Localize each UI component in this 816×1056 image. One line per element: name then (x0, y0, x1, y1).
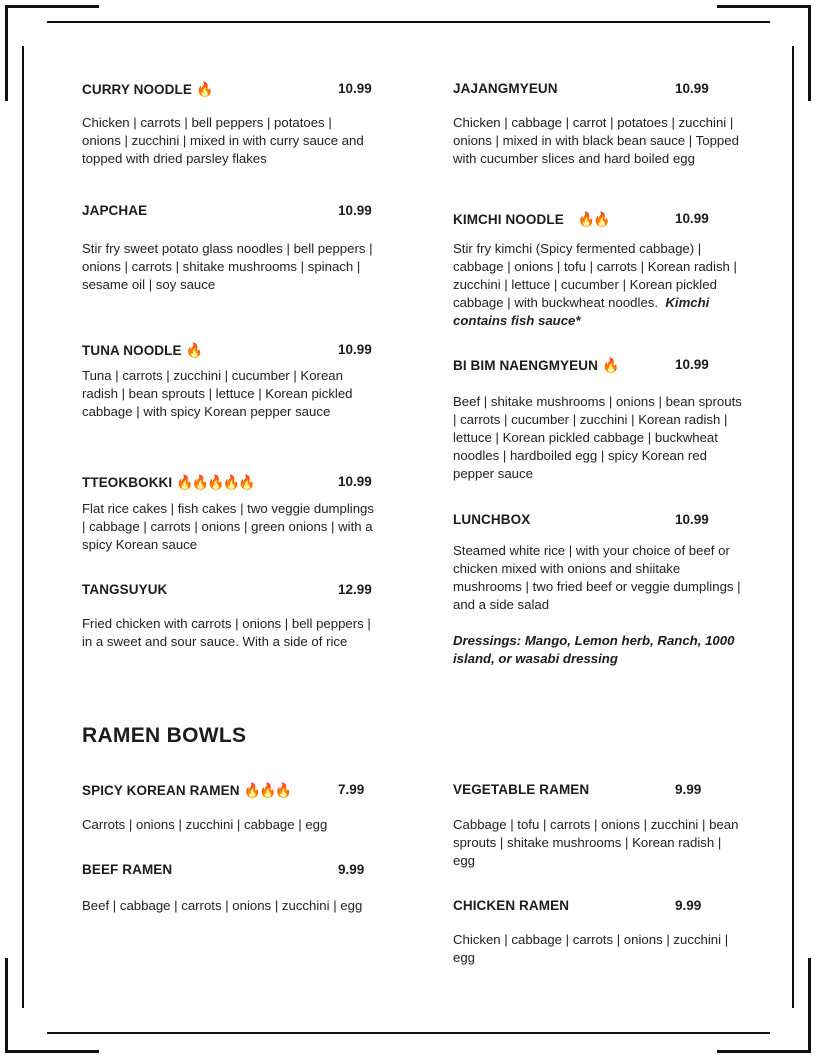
item-price: 9.99 (338, 862, 365, 877)
item-name: TTEOKBOKKI 🔥🔥🔥🔥🔥 (82, 474, 254, 490)
item-name: JAPCHAE (82, 203, 148, 218)
flame-icon: 🔥 (601, 357, 618, 373)
item-price: 10.99 (338, 203, 372, 218)
flame-icon: 🔥🔥 (577, 211, 609, 227)
item-price: 10.99 (338, 342, 372, 357)
item-price: 9.99 (675, 898, 702, 913)
menu-item (82, 342, 374, 421)
menu-item (453, 512, 745, 614)
item-description: Fried chicken with carrots | onions | bell peppers | in a sweet and sour sauce. With a side of rice (82, 616, 371, 649)
item-name: CHICKEN RAMEN (453, 898, 570, 913)
item-description: Chicken | carrots | bell peppers | potatoes | onions | zucchini | mixed in with curry sauce and topped with dried parsley flakes (82, 115, 364, 166)
menu-item (453, 81, 745, 168)
item-price: 9.99 (675, 782, 702, 797)
item-description: Flat rice cakes | fish cakes | two veggie dumplings | cabbage | carrots | onions | green onions | with a spicy Korean sauce (82, 501, 374, 552)
item-price: 10.99 (675, 81, 709, 96)
item-name: VEGETABLE RAMEN (453, 782, 590, 797)
menu-item (453, 211, 745, 330)
item-price: 10.99 (338, 81, 372, 96)
menu-item (453, 898, 745, 967)
item-name: CURRY NOODLE 🔥 (82, 81, 212, 97)
flame-icon: 🔥🔥🔥 (243, 782, 290, 798)
frame-corner-bl (5, 958, 99, 1053)
item-description: Chicken | cabbage | carrots | onions | zucchini | egg (453, 932, 729, 965)
frame-bottom-line (47, 1032, 770, 1034)
item-description: Cabbage | tofu | carrots | onions | zucchini | bean sprouts | shitake mushrooms | Korean radish | egg (453, 817, 739, 868)
menu-item (82, 203, 374, 294)
frame-corner-br (717, 958, 811, 1053)
item-description: Stir fry kimchi (Spicy fermented cabbage) | cabbage | onions | tofu | carrots | Korean radish | zucchini | lettuce | cucumber | Korean pickled cabbage | with buckwheat noodles. Kimchi contains fish sauce* (453, 241, 737, 328)
dressings-note: Dressings: Mango, Lemon herb, Ranch, 1000 island, or wasabi dressing (453, 633, 735, 666)
item-description: Beef | shitake mushrooms | onions | bean sprouts | carrots | cucumber | zucchini | Korean radish | lettuce | Korean pickled cabbage | buckwheat noodles | hardboiled egg | spicy Korean red pepper sauce (453, 394, 742, 481)
item-name: JAJANGMYEUN (453, 81, 558, 96)
section-title-ramen: RAMEN BOWLS (82, 724, 247, 747)
menu-item (453, 357, 745, 483)
item-price: 10.99 (675, 512, 709, 527)
frame-right-line (792, 46, 794, 1008)
item-name: BI BIM NAENGMYEUN 🔥 (453, 357, 618, 373)
item-description: Carrots | onions | zucchini | cabbage | egg (82, 817, 328, 832)
item-price: 10.99 (338, 474, 372, 489)
item-description: Tuna | carrots | zucchini | cucumber | Korean radish | bean sprouts | lettuce | Korean pickled cabbage | with spicy Korean pepper sauce (82, 368, 353, 419)
item-price: 7.99 (338, 782, 365, 797)
menu-item (453, 782, 745, 870)
frame-left-line (22, 46, 24, 1008)
flame-icon: 🔥🔥🔥🔥🔥 (176, 474, 254, 490)
item-description: Steamed white rice | with your choice of beef or chicken mixed with onions and shiitake mushrooms | two fried beef or veggie dumplings | and a side salad (453, 543, 741, 612)
menu-item (82, 862, 374, 915)
menu-item (82, 474, 374, 554)
flame-icon: 🔥 (195, 81, 212, 97)
item-description: Stir fry sweet potato glass noodles | bell peppers | onions | carrots | shitake mushrooms | spinach | sesame oil | soy sauce (82, 241, 373, 292)
allergen-note: Kimchi contains fish sauce* (453, 295, 710, 328)
item-price: 10.99 (675, 211, 709, 226)
item-name: TUNA NOODLE 🔥 (82, 342, 202, 358)
menu-item (82, 582, 374, 651)
item-price: 10.99 (675, 357, 709, 372)
item-name: KIMCHI NOODLE 🔥🔥 (453, 211, 609, 227)
menu-item (82, 782, 374, 834)
item-name: LUNCHBOX (453, 512, 531, 527)
item-name: SPICY KOREAN RAMEN 🔥🔥🔥 (82, 782, 290, 798)
item-name: TANGSUYUK (82, 582, 168, 597)
item-name: BEEF RAMEN (82, 862, 173, 877)
menu-item (82, 81, 374, 168)
frame-top-line (47, 21, 770, 23)
item-description: Chicken | cabbage | carrot | potatoes | zucchini | onions | mixed in with black bean sauce | Topped with cucumber slices and hard boiled egg (453, 115, 739, 166)
item-price: 12.99 (338, 582, 372, 597)
flame-icon: 🔥 (185, 342, 202, 358)
item-description: Beef | cabbage | carrots | onions | zucchini | egg (82, 898, 363, 913)
